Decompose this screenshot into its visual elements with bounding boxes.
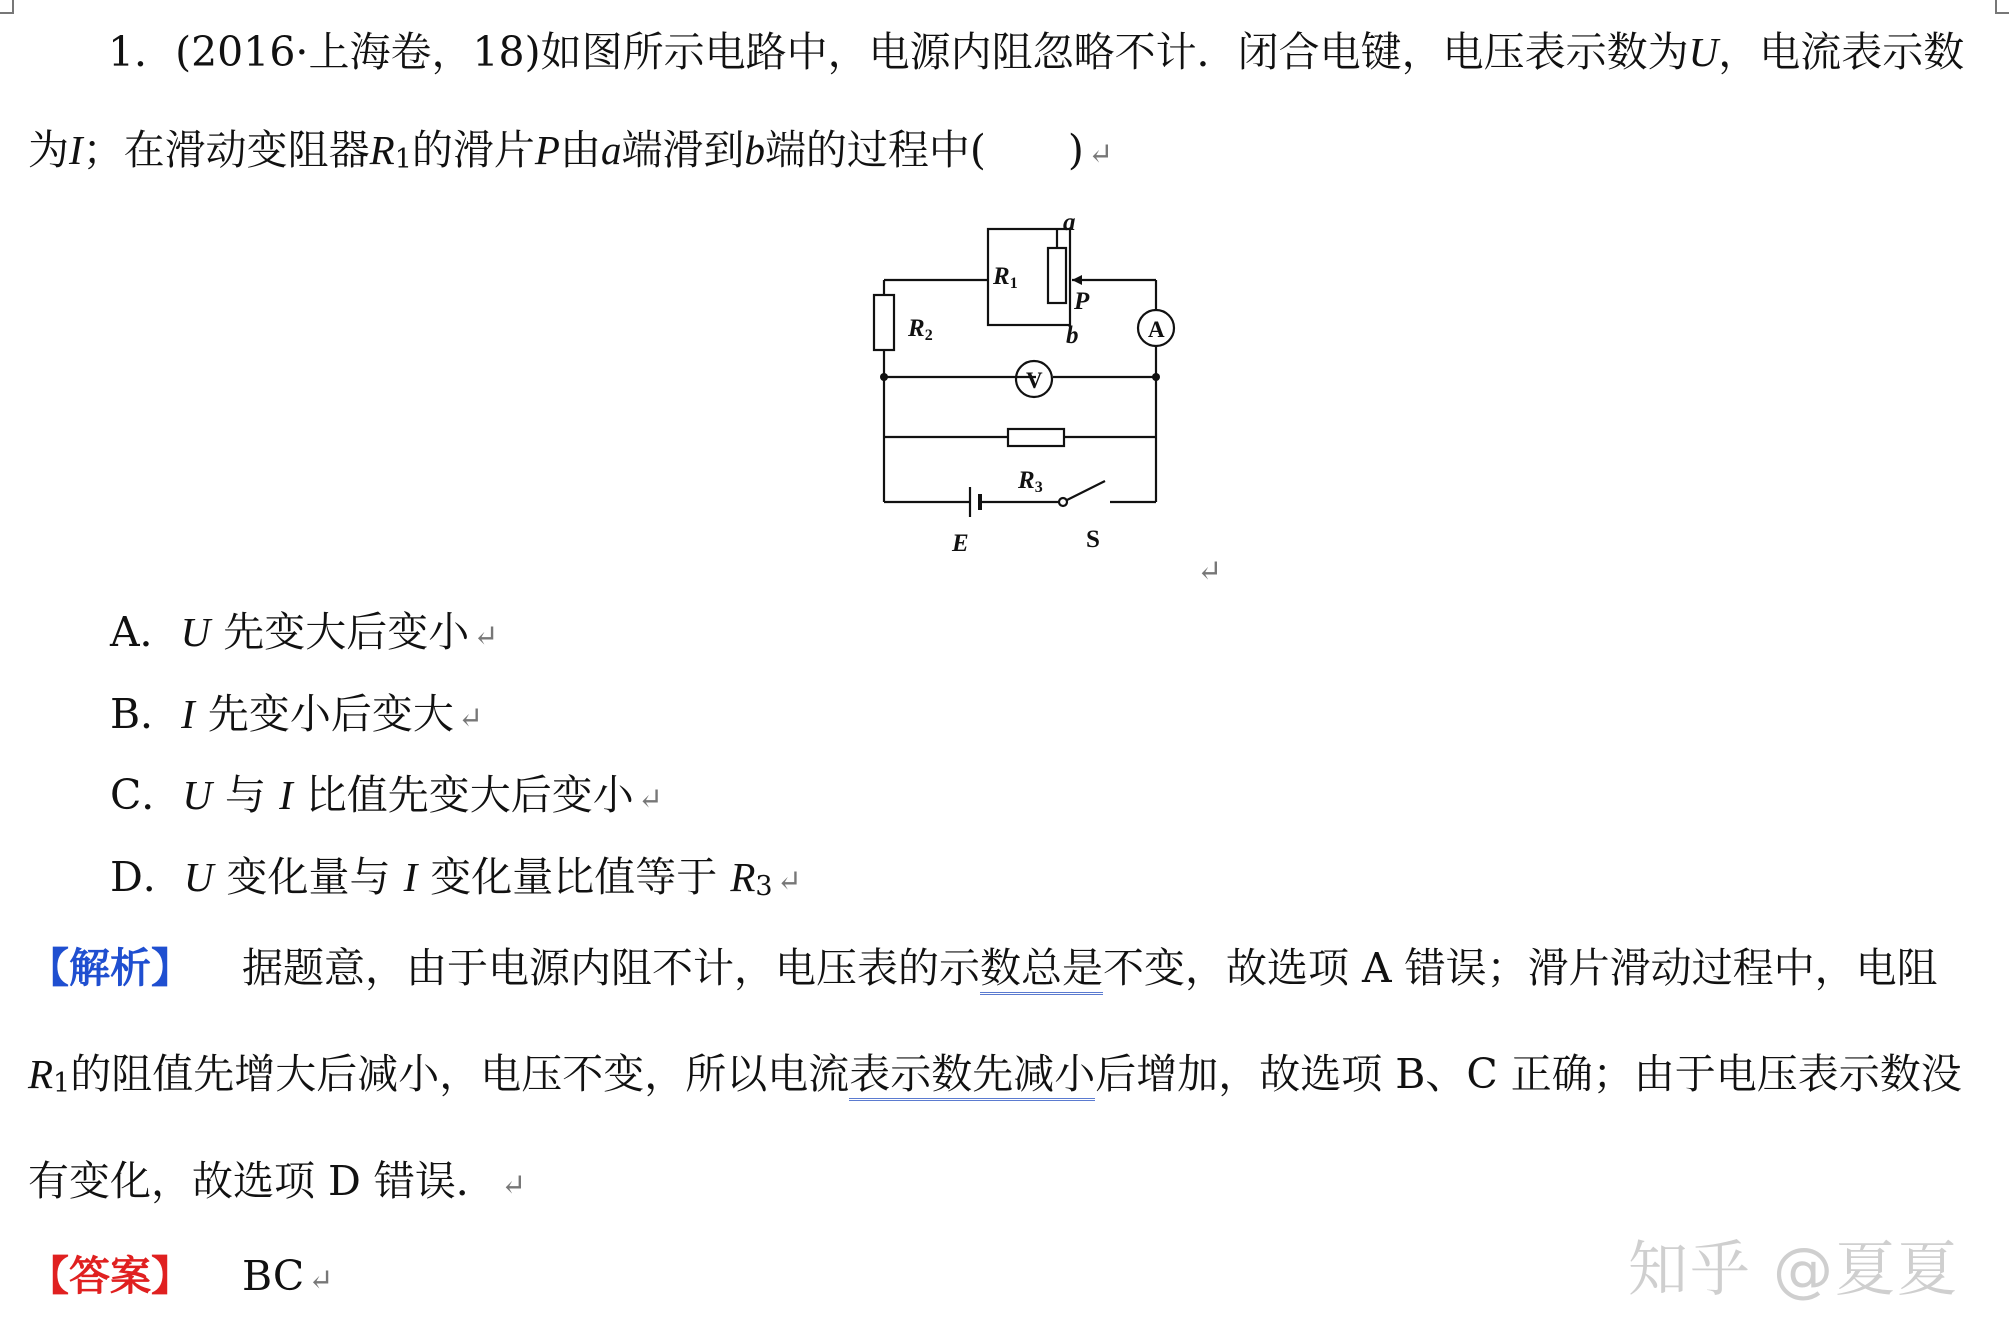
paragraph-mark: ↵ — [308, 1263, 334, 1298]
analysis-text: 后增加，故选项 B、C 正确；由于电压表示数没 — [1095, 1050, 1962, 1098]
analysis-underlined: 数总是 — [980, 944, 1103, 995]
var-r: R — [28, 1051, 54, 1097]
circuit-diagram — [860, 200, 1230, 580]
paragraph-mark: ↵ — [776, 864, 802, 899]
watermark: 知乎 @夏夏 — [1627, 1235, 1959, 1305]
paragraph-mark: ↵ — [637, 782, 663, 817]
label-voltmeter: V — [1026, 368, 1043, 393]
junction-dot — [1152, 373, 1160, 381]
label-r1: R1 — [993, 263, 1018, 292]
analysis-text: 有变化，故选项 D 错误． — [28, 1157, 497, 1205]
question-text: 的滑片 — [411, 126, 535, 174]
label-r2: R2 — [908, 315, 933, 344]
label-r3: R3 — [1018, 467, 1043, 496]
paragraph-mark: ↵ — [1197, 554, 1223, 589]
var-u: U — [1688, 29, 1719, 75]
var-r: R — [369, 127, 395, 173]
option-var: I — [279, 772, 293, 818]
label-p: P — [1074, 288, 1090, 315]
analysis-line-2 — [28, 1050, 1962, 1108]
junction-dot — [880, 373, 888, 381]
option-letter: A． — [110, 608, 181, 656]
question-text: 如图所示电路中，电源内阻忽略不计．闭合电键，电压表示数为 — [540, 28, 1689, 76]
subscript: 1 — [394, 144, 412, 175]
option-letter: B． — [110, 690, 182, 738]
option-text: 先变大后变小 — [223, 608, 470, 656]
question-text: 由 — [559, 126, 601, 174]
paragraph-mark: ↵ — [1087, 137, 1114, 172]
paragraph-mark: ↵ — [500, 1168, 527, 1203]
switch-s — [1067, 481, 1105, 500]
question-source: (2016·上海卷，18) — [175, 28, 541, 76]
question-text: ，电流表示数 — [1718, 28, 1965, 76]
var-b: b — [744, 127, 765, 173]
answer-label: 【答案】 — [28, 1252, 192, 1300]
option-letter: C． — [110, 771, 183, 819]
r1-resistor — [1048, 248, 1066, 303]
option-var: I — [181, 691, 195, 737]
switch-contact — [1059, 498, 1067, 506]
paragraph-mark: ↵ — [457, 701, 483, 736]
var-a: a — [600, 127, 622, 173]
option-text: 先变小后变大 — [207, 690, 454, 738]
var-i: I — [69, 127, 83, 173]
option-var: U — [183, 854, 214, 900]
question-line-1 — [108, 28, 1964, 76]
answer-line — [28, 1252, 333, 1305]
question-line-2 — [28, 126, 1113, 184]
option-c — [110, 771, 663, 824]
question-text: ；在滑动变阻器 — [82, 126, 370, 174]
option-text: 变化量与 — [226, 853, 391, 901]
slider-arrow — [1072, 275, 1082, 285]
option-text: 变化量比值等于 — [430, 853, 718, 901]
option-a — [110, 608, 498, 661]
analysis-underlined: 表示数先减小 — [849, 1050, 1095, 1101]
option-letter: D． — [110, 853, 184, 901]
label-s: S — [1086, 526, 1100, 553]
question-number: 1． — [108, 28, 176, 76]
var-p: P — [534, 127, 560, 173]
question-text: 为 — [28, 126, 69, 174]
analysis-text: 据题意，由于电源内阻不计，电压表的示 — [242, 944, 980, 992]
subscript: 3 — [755, 871, 773, 902]
label-ammeter: A — [1148, 317, 1165, 342]
question-text: 端的过程中( ) — [764, 126, 1084, 174]
option-d — [110, 853, 802, 911]
option-b — [110, 690, 483, 743]
option-var: I — [403, 854, 418, 900]
var-r: R — [730, 854, 756, 900]
label-b: b — [1066, 322, 1079, 349]
page-corner-right — [1995, 0, 2009, 14]
analysis-line-3 — [28, 1157, 526, 1210]
answer-value: BC — [242, 1252, 305, 1300]
label-e: E — [952, 530, 969, 557]
analysis-text: 的阻值先增大后减小，电压不变，所以电流 — [70, 1050, 850, 1098]
r3-resistor — [1008, 429, 1064, 446]
analysis-line-1 — [28, 944, 1938, 992]
page-corner-left — [0, 0, 14, 14]
option-text: 比值先变大后变小 — [305, 771, 634, 819]
option-text: 与 — [225, 771, 267, 819]
r2-resistor — [874, 295, 894, 350]
analysis-text: 不变，故选项 A 错误；滑片滑动过程中，电阻 — [1103, 944, 1938, 992]
option-var: U — [180, 609, 211, 655]
option-var: U — [182, 772, 212, 818]
subscript: 1 — [53, 1068, 71, 1099]
paragraph-mark: ↵ — [473, 619, 499, 654]
analysis-label: 【解析】 — [28, 944, 192, 992]
label-a: a — [1063, 209, 1076, 236]
question-text: 端滑到 — [621, 126, 745, 174]
